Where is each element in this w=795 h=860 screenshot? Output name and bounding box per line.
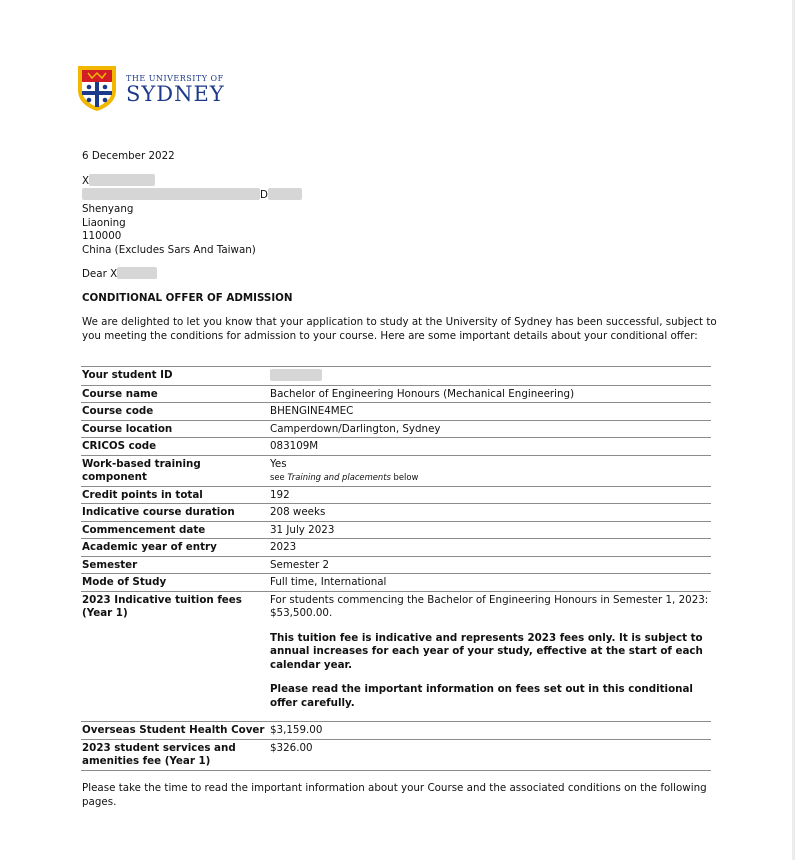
redacted-street-end — [268, 188, 302, 200]
oshc-value: $3,159.00 — [269, 722, 711, 740]
fees-info-warning: Please read the important information on fees set out in this conditional offer carefully. — [270, 683, 693, 709]
table-row — [81, 739, 711, 770]
redacted-name — [89, 174, 155, 186]
work-based-cell — [269, 455, 711, 486]
redacted-student-id — [270, 369, 322, 381]
redacted-street — [82, 188, 260, 200]
address-line2-suffix: D — [260, 189, 268, 201]
student-id-value — [269, 367, 711, 386]
address-city: Shenyang — [82, 203, 134, 215]
commencement-label: Commencement date — [81, 521, 269, 539]
semester-value: Semester 2 — [269, 556, 711, 574]
table-row — [81, 455, 711, 486]
salutation-line — [82, 267, 157, 282]
university-name-big: SYDNEY — [126, 82, 225, 106]
table-row — [81, 367, 711, 386]
offer-details-table — [81, 366, 711, 771]
ssaf-label: 2023 student services and amenities fee (Year 1) — [81, 739, 269, 770]
cricos-code-label: CRICOS code — [81, 438, 269, 456]
letter-date: 6 December 2022 — [82, 150, 175, 162]
credit-points-value: 192 — [269, 486, 711, 504]
closing-paragraph: Please take the time to read the important information about your Course and the associated conditions on the following pages. — [82, 782, 707, 808]
table-row — [81, 556, 711, 574]
work-based-label: Work-based training component — [81, 455, 269, 486]
table-row — [81, 591, 711, 722]
table-row — [81, 504, 711, 522]
course-name-label: Course name — [81, 385, 269, 403]
address-postcode: 110000 — [82, 230, 122, 242]
tuition-warning: This tuition fee is indicative and represents 2023 fees only. It is subject to annual increases for each year of your study, effective at the start of each calendar year. — [270, 631, 703, 671]
offer-heading: CONDITIONAL OFFER OF ADMISSION — [82, 292, 293, 304]
intro-paragraph: We are delighted to let you know that your application to study at the University of Sydney has been successful, subject to you meeting the conditions for admission to your course. Here are some important details about your conditional offer: — [82, 316, 717, 342]
table-row — [81, 539, 711, 557]
mode-value: Full time, International — [269, 574, 711, 592]
work-based-note — [270, 471, 710, 485]
tuition-cell — [269, 591, 711, 722]
redacted-salutation-name — [117, 267, 157, 279]
table-row — [81, 722, 711, 740]
course-code-value: BHENGINE4MEC — [269, 403, 711, 421]
salutation: Dear X — [82, 268, 118, 280]
oshc-label: Overseas Student Health Cover — [81, 722, 269, 740]
address-line-street — [82, 188, 302, 203]
table-row — [81, 420, 711, 438]
academic-year-value: 2023 — [269, 539, 711, 557]
course-name-value: Bachelor of Engineering Honours (Mechanical Engineering) — [269, 385, 711, 403]
note-suffix: below — [390, 472, 419, 482]
tuition-label: 2023 Indicative tuition fees (Year 1) — [81, 591, 269, 722]
credit-points-label: Credit points in total — [81, 486, 269, 504]
university-logo — [76, 64, 225, 112]
table-row — [81, 403, 711, 421]
table-row — [81, 574, 711, 592]
university-crest-icon — [76, 64, 118, 112]
mode-label: Mode of Study — [81, 574, 269, 592]
address-country: China (Excludes Sars And Taiwan) — [82, 244, 256, 256]
course-location-label: Course location — [81, 420, 269, 438]
address-name-initial: X — [82, 175, 90, 187]
tuition-value: For students commencing the Bachelor of Engineering Honours in Semester 1, 2023: $53,500.00. — [270, 593, 709, 619]
address-line-name — [82, 174, 155, 189]
ssaf-value: $326.00 — [269, 739, 711, 770]
table-row — [81, 521, 711, 539]
table-row — [81, 486, 711, 504]
university-name-small: THE UNIVERSITY OF — [126, 74, 224, 83]
semester-label: Semester — [81, 556, 269, 574]
table-row — [81, 438, 711, 456]
duration-label: Indicative course duration — [81, 504, 269, 522]
course-location-value: Camperdown/Darlington, Sydney — [269, 420, 711, 438]
note-prefix: see — [270, 472, 288, 482]
training-placements-link[interactable]: Training and placements — [287, 472, 391, 482]
address-province: Liaoning — [82, 217, 126, 229]
student-id-label: Your student ID — [81, 367, 269, 386]
work-based-value: Yes — [270, 457, 287, 470]
commencement-value: 31 July 2023 — [269, 521, 711, 539]
table-row — [81, 385, 711, 403]
duration-value: 208 weeks — [269, 504, 711, 522]
academic-year-label: Academic year of entry — [81, 539, 269, 557]
course-code-label: Course code — [81, 403, 269, 421]
cricos-code-value: 083109M — [269, 438, 711, 456]
